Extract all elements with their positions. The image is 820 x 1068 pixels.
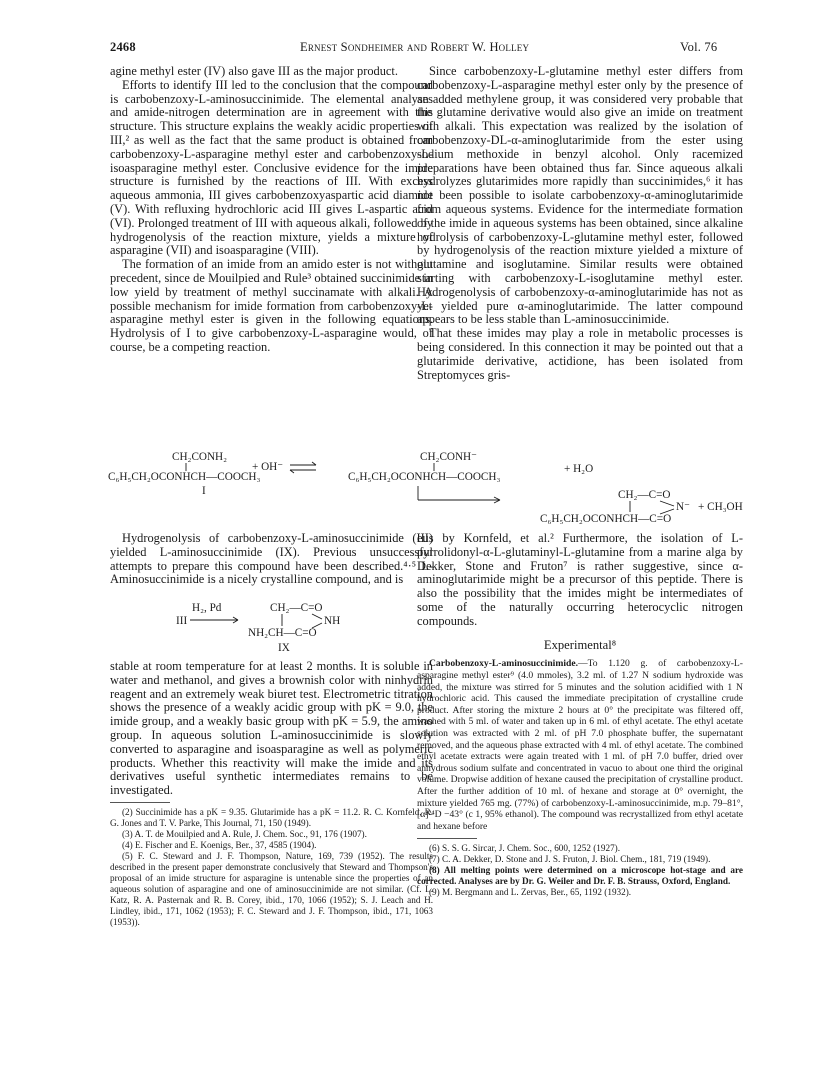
experimental-paragraph bbox=[417, 658, 743, 832]
footnote: (8) All melting points were determined on a microscope hot-stage and are corrected. Analyses are by Dr. G. Weiler and Dr. F. B. Strauss, Oxford, England. bbox=[417, 865, 743, 887]
paragraph: Hydrogenolysis of carbobenzoxy-L-aminosuccinimide (III) yielded L-aminosuccinimide (IX). Previous unsuccessful attempts to prepare this compound have been described.⁴·⁵ L-Aminosuccinimide is a nicely crystalline compound, and is bbox=[110, 531, 433, 587]
left-column-top bbox=[110, 65, 433, 355]
paragraph-list bbox=[417, 65, 743, 382]
plus-methanol: + CH₃OH bbox=[698, 501, 743, 513]
paragraph: stable at room temperature for at least 2 months. It is soluble in water and methanol, and gives a brownish color with ninhydrin reagent and an extremely weak biuret test. Electrometric titration shows the presence of a weakly acidic group with pK = 9.0, the imide group, and a weakly basic group with pK = 5.9, the amino group. In aqueous solution L-aminosuccinimide is slowly converted to asparagine and isoasparagine as well as polymeric products. Whether this reactivity will make the imide and its derivatives useful synthetic intermediates remains to be investigated. bbox=[110, 659, 433, 798]
left-column-bottom bbox=[110, 660, 433, 928]
footnote: (2) Succinimide has a pK = 9.35. Glutarimide has a pK = 11.2. R. C. Kornfeld, R. G. Jones and T. V. Parke, This Journal, 71, 150 (1949). bbox=[110, 806, 433, 828]
paragraph-list bbox=[110, 532, 433, 587]
reaction-scheme bbox=[100, 448, 760, 528]
reagent-label: H₂, Pd bbox=[192, 602, 222, 614]
paragraph-list bbox=[110, 660, 433, 798]
hydrogenolysis-scheme bbox=[150, 600, 390, 658]
footnote: (6) S. S. G. Sircar, J. Chem. Soc., 600, 1252 (1927). bbox=[429, 843, 621, 854]
experimental-text: —To 1.120 g. of carbobenzoxy-L-asparagine methyl ester⁹ (4.0 mmoles), 3.2 ml. of 1.27 N sodium hydroxide was added, the mixture was stirred for 5 minutes and the solution acidified with 1 N hydrochloric acid. This caused the immediate precipitation of crystalline crude product. After storing the mixture 2 hours at 0° the precipitate was filtered off, washed with 5 ml. of water and taken up in 6 ml. of ethyl acetate. The ethyl acetate solution was extracted with 2 ml. of pH 7.0 phosphate buffer, the supernatant removed, and the aqueous phase extracted with 4 ml. of ethyl acetate. The combined ethyl acetate extracts were again treated with 1 ml. of pH 7.0 buffer, dried over anhydrous sodium sulfate and concentrated in vacuo to about one third the original volume. Dropwise addition of hexane caused the precipitation of crystalline product. After the further addition of 10 ml. of hexane and storage at 0° overnight, the mixture yielded 765 mg. (77%) of carbobenzoxy-L-aminosuccinimide, m.p. 79–81°, [α]²⁴D −43° (c 1, 95% ethanol). The compound was recrystallized from ethyl acetate and hexane before bbox=[417, 658, 743, 832]
plus-hydroxide: + OH⁻ bbox=[252, 461, 284, 473]
reactant-side-chain: CH₂CONH₂ bbox=[172, 451, 228, 463]
left-column-middle bbox=[110, 532, 433, 587]
footnotes bbox=[417, 843, 743, 898]
starting-compound: III bbox=[176, 615, 188, 627]
product-ring-bottom: C₆H₅CH₂OCONHCH—C=O bbox=[540, 513, 672, 525]
right-column-top bbox=[417, 65, 743, 382]
compound-label-ix: IX bbox=[278, 642, 290, 654]
paragraph: Efforts to identify III led to the conclusion that the compound is carbobenzoxy-L-aminosuccinimide. The elemental analyses and amide-nitrogen determination are in agreement with this structure. This structure explains the weakly acidic properties of III,² as well as the fact that the same product is obtained from carbobenzoxy-L-asparagine methyl ester and carbobenzoxy-L-isoasparagine methyl ester. Conclusive evidence for the imide structure is furnished by the reactions of III. With excess aqueous ammonia, III gives carbobenzoxyaspartic acid diamide (V). With refluxing hydrochloric acid III gives L-aspartic acid (VI). Prolonged treatment of III with aqueous alkali, followed by hydrogenolysis of the reaction mixture, yields a mixture of asparagine (VII) and isoasparagine (VIII). bbox=[110, 77, 433, 258]
running-head-authors: Ernest Sondheimer and Robert W. Holley bbox=[300, 40, 530, 54]
ix-ring-nh: NH bbox=[324, 615, 341, 627]
paragraph-list bbox=[110, 65, 433, 355]
experimental-title: Carbobenzoxy-L-aminosuccinimide. bbox=[429, 658, 578, 670]
experimental-heading: Experimental⁸ bbox=[543, 637, 617, 652]
compound-label-i: I bbox=[202, 485, 206, 497]
reactant-backbone: C₆H₅CH₂OCONHCH—COOCH₃ bbox=[108, 471, 261, 483]
page-number: 2468 bbox=[110, 40, 136, 54]
footnote-rule bbox=[417, 838, 477, 839]
ix-ring-bottom: NH₂CH—C=O bbox=[248, 627, 317, 639]
intermediate-side-chain: CH₂CONH⁻ bbox=[420, 451, 478, 463]
footnote: (7) C. A. Dekker, D. Stone and J. S. Fruton, J. Biol. Chem., 181, 719 (1949). bbox=[429, 854, 711, 865]
paragraph: The formation of an imide from an amido ester is not without precedent, since de Mouilpied and Rule³ obtained succinimide in low yield by treatment of methyl succinamate with alkali. A possible mechanism for imide formation from carbobenzoxy-L-asparagine methyl ester is given in the following equations. Hydrolysis of I to give carbobenzoxy-L-asparagine would, of course, be a competing reaction. bbox=[110, 257, 433, 354]
plus-water: + H₂O bbox=[564, 463, 594, 475]
paragraph: eus by Kornfeld, et al.² Furthermore, the isolation of L-pyrrolidonyl-α-L-glutaminyl-L-glutamine from a marine alga by Dekker, Stone and Fruton⁷ is rather suggestive, since α-aminoglutarimide might be a precursor of this peptide. There is also the possibility that the imides might be intermediates of some of the naturally occurring heterocyclic nitrogen compounds. bbox=[417, 531, 743, 628]
running-head-volume: Vol. 76 bbox=[680, 40, 718, 54]
paragraph: That these imides may play a role in metabolic processes is being considered. In this connection it may be pointed out that a glutarimide derivative, actidione, has been isolated from Streptomyces gris- bbox=[417, 326, 743, 382]
footnotes bbox=[110, 807, 433, 928]
footnote: (4) E. Fischer and E. Koenigs, Ber., 37, 4585 (1904). bbox=[122, 839, 317, 850]
ix-ring-top: CH₂—C=O bbox=[270, 602, 323, 614]
product-ring-top: CH₂—C=O bbox=[618, 489, 671, 501]
paragraph: Since carbobenzoxy-L-glutamine methyl ester differs from carbobenzoxy-L-asparagine methyl ester only by the presence of an added methylene group, it was considered very probable that the glutamine derivative would also give an imide on treatment with alkali. This expectation was realized by the isolation of carbobenzoxy-DL-α-aminoglutarimide from the ester using sodium methoxide in benzyl alcohol. Only racemized preparations have been obtained thus far. Since aqueous alkali hydrolyzes glutarimides more rapidly than succinimides,⁶ it has not been possible to isolate carbobenzoxy-α-aminoglutarimide from aqueous systems. Evidence for the intermediate formation of the imide in aqueous systems has been obtained, since alkaline hydrolysis of carbobenzoxy-L-glutamine methyl ester, followed by hydrogenolysis of the reaction mixture yielded a mixture of glutamine and isoglutamine. Similar results were obtained starting with carbobenzoxy-L-isoglutamine methyl ester. Hydrogenolysis of carbobenzoxy-α-aminoglutarimide has not as yet yielded pure α-aminoglutarimide. The latter compound appears to be less stable than L-aminosuccinimide. bbox=[417, 64, 743, 327]
paragraph-list bbox=[417, 532, 743, 629]
footnote: (5) F. C. Steward and J. F. Thompson, Nature, 169, 739 (1952). The results described in the present paper demonstrate conclusively that Steward and Thompson's proposal of an imide structure for asparagine is untenable since the properties of an aqueous solution of asparagine and one of aminosuccinimide are not similar. (Cf. L. Katz, R. A. Pasternak and R. B. Corey, ibid., 170, 1066 (1952); S. J. Leach and H. Lindley, ibid., 171, 1062 (1953); F. C. Steward and J. F. Thompson, ibid., 171, 1063 (1953)). bbox=[110, 850, 433, 927]
right-column-bottom bbox=[417, 532, 743, 898]
footnote: (9) M. Bergmann and L. Zervas, Ber., 65, 1192 (1932). bbox=[429, 887, 632, 898]
paragraph: agine methyl ester (IV) also gave III as the major product. bbox=[110, 64, 398, 78]
intermediate-backbone: C₆H₅CH₂OCONHCH—COOCH₃ bbox=[348, 471, 501, 483]
product-ring-nitrogen: N⁻ bbox=[676, 501, 690, 513]
footnote: (3) A. T. de Mouilpied and A. Rule, J. Chem. Soc., 91, 176 (1907). bbox=[122, 828, 367, 839]
footnote-rule bbox=[110, 802, 170, 803]
